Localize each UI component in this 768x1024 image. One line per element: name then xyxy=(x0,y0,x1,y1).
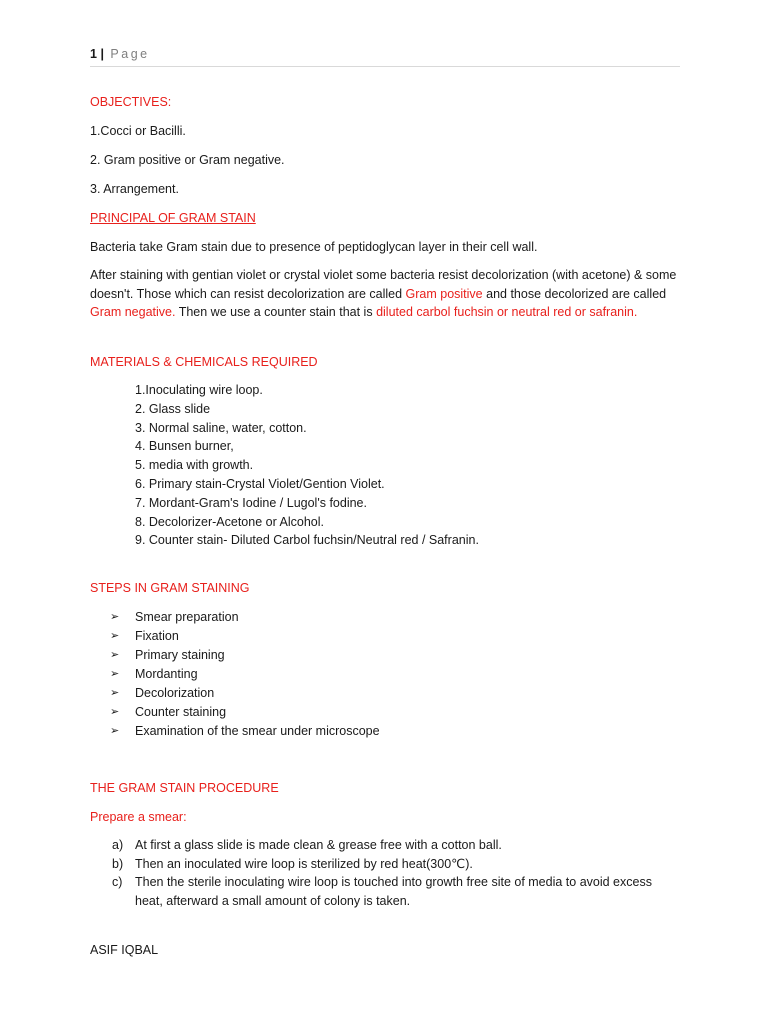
list-item xyxy=(110,608,380,627)
principle-heading: PRINCIPAL OF GRAM STAIN xyxy=(90,211,256,225)
page-separator: | xyxy=(100,47,104,61)
materials-list xyxy=(135,381,479,550)
principle-paragraph-2 xyxy=(90,266,680,322)
list-item: 9. Counter stain- Diluted Carbol fuchsin/Neutral red / Safranin. xyxy=(135,533,479,548)
author-name: ASIF IQBAL xyxy=(90,943,159,957)
procedure-heading: THE GRAM STAIN PROCEDURE xyxy=(90,781,279,795)
objective-item: 3. Arrangement. xyxy=(90,182,179,196)
step-text: Counter staining xyxy=(135,705,227,719)
list-item xyxy=(110,684,380,703)
step-text: Decolorization xyxy=(135,686,215,700)
steps-heading: STEPS IN GRAM STAINING xyxy=(90,581,250,595)
paragraph-text: Then we use a counter stain that is xyxy=(175,305,377,319)
principle-paragraph-1: Bacteria take Gram stain due to presence of peptidoglycan layer in their cell wall. xyxy=(90,240,538,254)
item-text: At first a glass slide is made clean & grease free with a cotton ball. xyxy=(135,838,502,852)
list-item: 5. media with growth. xyxy=(135,458,254,473)
step-text: Primary staining xyxy=(135,648,225,662)
list-item xyxy=(110,722,380,741)
arrow-bullet-icon: ➢ xyxy=(110,611,120,623)
list-item: 4. Bunsen burner, xyxy=(135,439,234,454)
page-number: 1 xyxy=(90,47,97,61)
list-item xyxy=(112,855,680,874)
list-item xyxy=(112,836,680,855)
arrow-bullet-icon: ➢ xyxy=(110,668,120,680)
list-item xyxy=(110,646,380,665)
step-text: Mordanting xyxy=(135,667,198,681)
list-item: 6. Primary stain-Crystal Violet/Gention Violet. xyxy=(135,476,385,491)
paragraph-text: After staining with gentian violet or crystal violet some bacteria resist decolorization (with acetone) & some doesn't. Those which can resist decolorization are called xyxy=(90,268,677,301)
page-footer xyxy=(90,943,158,957)
page-word: Page xyxy=(110,47,150,61)
steps-list xyxy=(110,608,380,741)
item-label: c) xyxy=(112,875,123,889)
list-item xyxy=(112,873,680,910)
procedure-list xyxy=(112,836,680,910)
highlight-gram-positive: Gram positive xyxy=(405,286,483,301)
objective-item: 1.Cocci or Bacilli. xyxy=(90,124,186,138)
list-item: 2. Glass slide xyxy=(135,401,211,416)
list-item: 8. Decolorizer-Acetone or Alcohol. xyxy=(135,514,324,529)
arrow-bullet-icon: ➢ xyxy=(110,630,120,642)
objectives-heading: OBJECTIVES: xyxy=(90,95,172,109)
item-label: a) xyxy=(112,838,124,852)
list-item: 1.Inoculating wire loop. xyxy=(135,383,263,397)
materials-heading: MATERIALS & CHEMICALS REQUIRED xyxy=(90,355,318,369)
list-item xyxy=(110,665,380,684)
highlight-counter-stain: diluted carbol fuchsin or neutral red or safranin. xyxy=(376,305,638,319)
list-item xyxy=(110,627,380,646)
objective-item: 2. Gram positive or Gram negative. xyxy=(90,153,285,167)
arrow-bullet-icon: ➢ xyxy=(110,649,120,661)
paragraph-text: and those decolorized are called xyxy=(482,286,667,301)
list-item: 3. Normal saline, water, cotton. xyxy=(135,420,307,435)
highlight-gram-negative: Gram negative. xyxy=(90,305,176,319)
item-text: Then the sterile inoculating wire loop is touched into growth free site of media to avoid excess heat, afterward a small amount of colony is taken. xyxy=(135,875,652,908)
step-text: Smear preparation xyxy=(135,610,239,624)
arrow-bullet-icon: ➢ xyxy=(110,706,120,718)
step-text: Examination of the smear under microscope xyxy=(135,724,380,738)
list-item xyxy=(110,703,380,722)
list-item: 7. Mordant-Gram's Iodine / Lugol's fodine. xyxy=(135,495,367,510)
page-header xyxy=(90,47,680,67)
procedure-subheading: Prepare a smear: xyxy=(90,810,187,824)
arrow-bullet-icon: ➢ xyxy=(110,687,120,699)
arrow-bullet-icon: ➢ xyxy=(110,725,120,737)
step-text: Fixation xyxy=(135,629,179,643)
item-text: Then an inoculated wire loop is sterilized by red heat(300℃). xyxy=(135,856,473,871)
item-label: b) xyxy=(112,856,124,871)
